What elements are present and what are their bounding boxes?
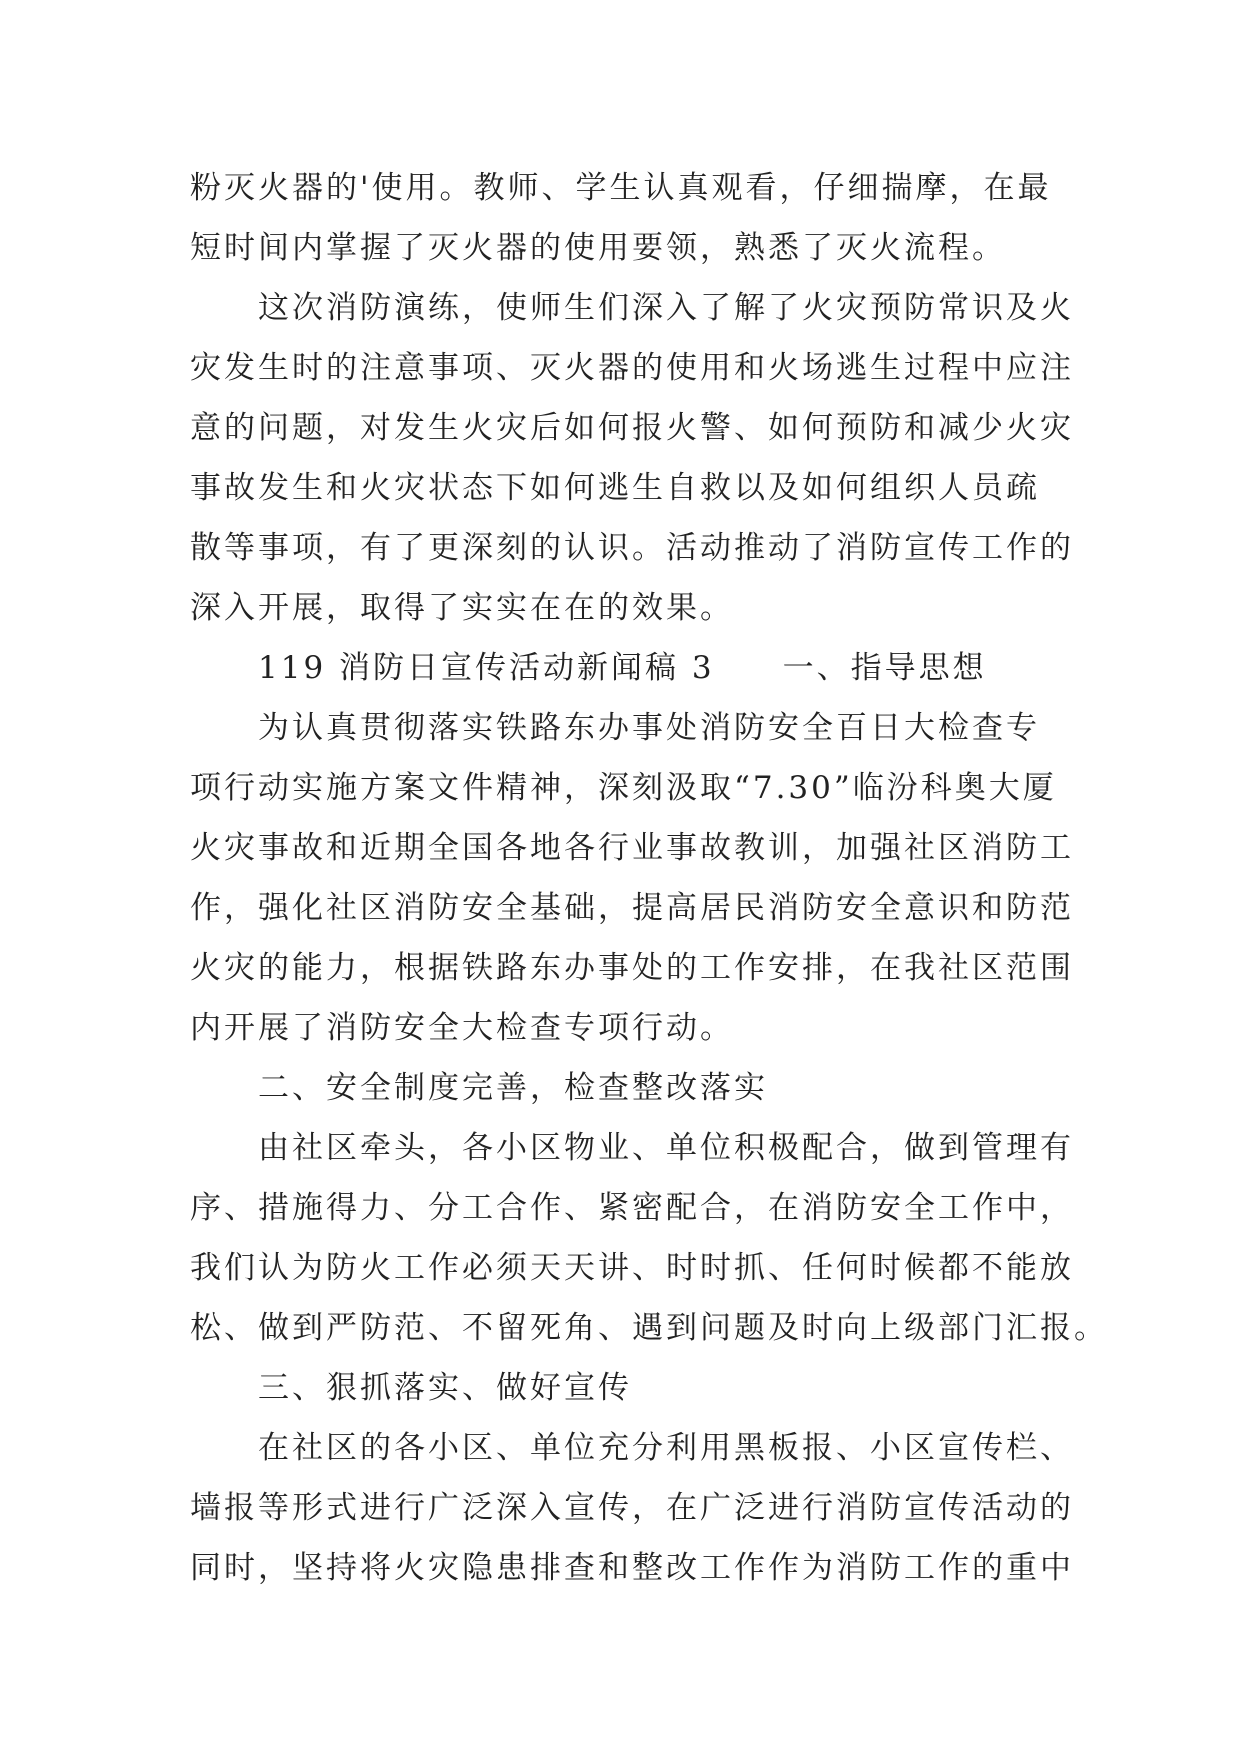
text-line: 火灾事故和近期全国各地各行业事故教训，加强社区消防工 [190, 830, 1074, 866]
text-line: 为认真贯彻落实铁路东办事处消防安全百日大检查专 [258, 710, 1040, 746]
document-body [190, 158, 1108, 1598]
text-line: 意的问题，对发生火灾后如何报火警、如何预防和减少火灾 [190, 410, 1074, 446]
text-line: 我们认为防火工作必须天天讲、时时抓、任何时候都不能放 [190, 1250, 1074, 1286]
text-line: 深入开展，取得了实实在在的效果。 [190, 590, 734, 626]
text-line: 二、安全制度完善，检查整改落实 [258, 1070, 768, 1106]
text-line: 短时间内掌握了灭火器的使用要领，熟悉了灭火流程。 [190, 230, 1006, 266]
text-line: 119 消防日宣传活动新闻稿 3 一、指导思想 [258, 650, 987, 686]
text-line: 序、措施得力、分工合作、紧密配合，在消防安全工作中， [190, 1190, 1074, 1226]
text-line: 三、狠抓落实、做好宣传 [258, 1370, 632, 1406]
text-line: 火灾的能力，根据铁路东办事处的工作安排，在我社区范围 [190, 950, 1074, 986]
text-line: 粉灭火器的'使用。教师、学生认真观看，仔细揣摩，在最 [190, 170, 1052, 206]
text-line: 散等事项，有了更深刻的认识。活动推动了消防宣传工作的 [190, 530, 1074, 566]
text-line: 内开展了消防安全大检查专项行动。 [190, 1010, 734, 1046]
text-line: 项行动实施方案文件精神，深刻汲取“7.30”临汾科奥大厦 [190, 770, 1057, 806]
text-line: 灾发生时的注意事项、灭火器的使用和火场逃生过程中应注 [190, 350, 1074, 386]
text-line: 这次消防演练，使师生们深入了解了火灾预防常识及火 [258, 290, 1074, 326]
text-line: 墙报等形式进行广泛深入宣传，在广泛进行消防宣传活动的 [190, 1490, 1074, 1526]
text-line: 由社区牵头，各小区物业、单位积极配合，做到管理有 [258, 1130, 1074, 1166]
text-line: 同时，坚持将火灾隐患排查和整改工作作为消防工作的重中 [190, 1550, 1074, 1586]
text-line: 事故发生和火灾状态下如何逃生自救以及如何组织人员疏 [190, 470, 1040, 506]
text-line: 作，强化社区消防安全基础，提高居民消防安全意识和防范 [190, 890, 1074, 926]
text-line: 在社区的各小区、单位充分利用黑板报、小区宣传栏、 [258, 1430, 1074, 1466]
text-line: 松、做到严防范、不留死角、遇到问题及时向上级部门汇报。 [190, 1310, 1108, 1346]
